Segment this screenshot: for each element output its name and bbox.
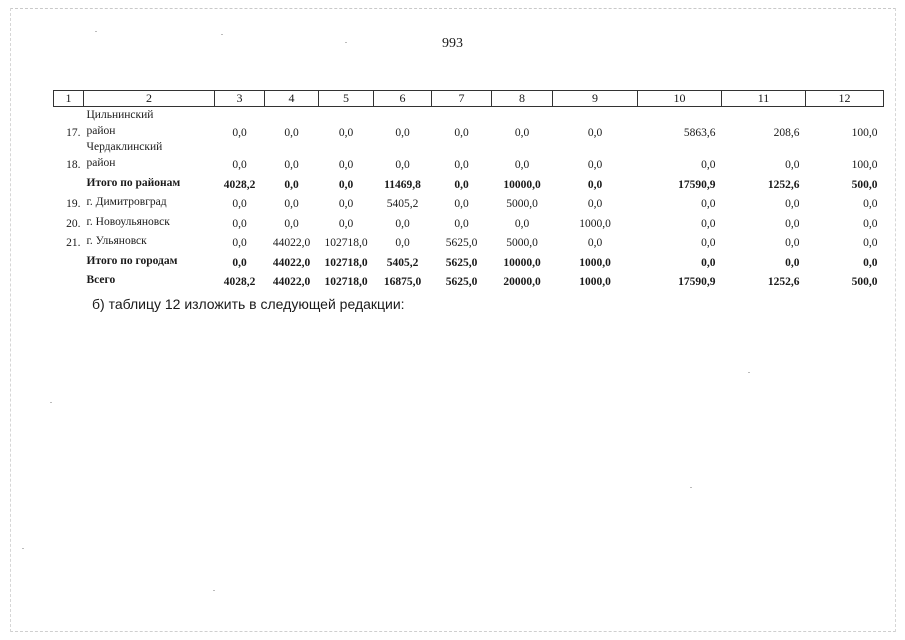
value-cell-col-10: 0,0 [701,237,716,249]
value-cell-col-3: 4028,2 [223,178,256,191]
value-cell-col-4: 0,0 [284,198,299,210]
value-cell-col-3: 0,0 [232,159,247,171]
value-cell-col-12: 100,0 [851,159,878,171]
value-cell-col-8: 0,0 [514,159,530,171]
value-cell-col-4: 0,0 [284,127,299,139]
row-name [84,269,215,289]
value-cell-col-7: 5625,0 [445,276,478,288]
value-cell-col-12: 0,0 [863,256,878,269]
value-cell-col-12: 0,0 [863,237,878,249]
value-cell-col-12: 500,0 [851,276,878,288]
row-name-line: г. Ульяновск [86,235,147,247]
value-cell-col-8: 20000,0 [503,276,541,288]
value-cell-col-9: 0,0 [587,178,603,191]
table-row [54,139,884,171]
header-cell-8: 8 [492,91,553,107]
row-number [54,171,84,191]
value-cell-col-4: 0,0 [284,159,299,171]
value-cell-col-7: 0,0 [454,217,469,230]
row-name-line: Цильнинский [86,109,154,121]
value-cell-col-10: 5863,6 [683,127,716,139]
value-cell-col-3: 0,0 [232,237,247,249]
value-cell-col-6: 0,0 [395,127,410,139]
value-cell-col-9: 1000,0 [579,217,611,230]
value-cell-col-8: 0,0 [514,217,530,230]
row-name-line: Всего [86,274,116,286]
value-cell-col-11: 0,0 [785,237,800,249]
value-cell-col-9: 0,0 [587,198,603,210]
value-cell-col-10: 0,0 [701,256,716,269]
value-cell-col-11: 0,0 [785,198,800,210]
value-cell-col-9: 1000,0 [579,276,611,288]
header-cell-11: 11 [722,91,806,107]
value-cell-col-11: 0,0 [785,159,800,171]
value-cell-col-7: 0,0 [454,198,469,210]
table-header-row [54,91,884,107]
value-cell-col-10: 17590,9 [678,178,716,191]
value-cell-col-8: 5000,0 [506,237,538,249]
row-number: 21. [66,237,81,249]
row-name-line: район [86,125,116,137]
row-name-line: район [86,157,116,169]
header-cell-12: 12 [806,91,884,107]
value-cell-col-8: 10000,0 [503,178,541,191]
row-number: 17. [66,127,81,139]
table-row [54,210,884,230]
value-cell-col-5: 0,0 [338,178,354,191]
header-cell-7: 7 [432,91,492,107]
header-cell-3: 3 [215,91,265,107]
table-row [54,249,884,269]
row-name-line: Итого по районам [86,176,181,189]
value-cell-col-6: 16875,0 [383,276,422,288]
row-name [84,139,215,171]
row-name [84,249,215,269]
value-cell-col-9: 0,0 [587,237,603,249]
value-cell-col-11: 1252,6 [767,178,800,191]
table-row [54,171,884,191]
table-body [54,91,884,289]
row-number: 19. [66,198,81,210]
row-name [84,107,215,140]
header-cell-1: 1 [54,91,84,107]
row-name [84,191,215,211]
instruction-text: б) таблицу 12 изложить в следующей редакции: [92,296,405,312]
row-name-line: г. Новоульяновск [86,215,170,228]
value-cell-col-10: 0,0 [701,198,716,210]
value-cell-col-7: 0,0 [454,127,469,139]
value-cell-col-5: 102718,0 [324,237,368,249]
value-cell-col-11: 0,0 [785,217,800,230]
row-name-line: г. Димитровград [86,196,167,208]
value-cell-col-3: 0,0 [232,198,247,210]
value-cell-col-9: 0,0 [587,127,603,139]
page-number: 993 [442,36,463,51]
value-cell-col-6: 0,0 [395,237,410,249]
header-cell-10: 10 [638,91,722,107]
row-name [84,171,215,191]
value-cell-col-3: 0,0 [232,217,247,230]
value-cell-col-10: 0,0 [701,217,716,230]
value-cell-col-3: 4028,2 [223,276,256,288]
value-cell-col-6: 5405,2 [386,256,419,269]
value-cell-col-12: 100,0 [851,127,878,139]
row-number: 20. [66,217,81,230]
table-row [54,269,884,289]
value-cell-col-7: 0,0 [454,178,469,191]
value-cell-col-9: 0,0 [587,159,603,171]
value-cell-col-4: 44022,0 [272,256,311,269]
value-cell-col-5: 0,0 [338,198,354,210]
value-cell-col-8: 5000,0 [506,198,538,210]
value-cell-col-4: 44022,0 [272,276,311,288]
value-cell-col-6: 0,0 [395,217,410,230]
header-cell-2: 2 [84,91,215,107]
value-cell-col-4: 44022,0 [272,237,311,249]
value-cell-col-5: 0,0 [338,127,354,139]
header-cell-6: 6 [374,91,432,107]
value-cell-col-6: 5405,2 [386,198,419,210]
header-cell-9: 9 [553,91,638,107]
value-cell-col-5: 102718,0 [324,276,368,288]
value-cell-col-9: 1000,0 [579,256,611,269]
value-cell-col-3: 0,0 [232,256,247,269]
row-name [84,230,215,250]
value-cell-col-6: 11469,8 [384,178,421,191]
value-cell-col-5: 0,0 [338,217,354,230]
value-cell-col-12: 0,0 [863,217,878,230]
value-cell-col-5: 0,0 [338,159,354,171]
value-cell-col-10: 17590,9 [678,276,716,288]
value-cell-col-11: 0,0 [785,256,800,269]
value-cell-col-11: 208,6 [773,127,800,139]
value-cell-col-10: 0,0 [701,159,716,171]
value-cell-col-11: 1252,6 [767,276,800,288]
value-cell-col-4: 0,0 [284,178,299,191]
row-number [54,269,84,289]
value-cell-col-7: 5625,0 [445,237,478,249]
table-row [54,191,884,211]
value-cell-col-7: 5625,0 [445,256,478,269]
header-cell-4: 4 [265,91,319,107]
row-number [54,249,84,269]
row-name-line: Чердаклинский [86,141,163,153]
row-name [84,210,215,230]
value-cell-col-5: 102718,0 [324,256,368,269]
value-cell-col-6: 0,0 [395,159,410,171]
value-cell-col-8: 10000,0 [503,256,541,269]
value-cell-col-7: 0,0 [454,159,469,171]
row-name-line: Итого по городам [86,254,178,267]
row-number: 18. [66,159,81,171]
value-cell-col-4: 0,0 [284,217,299,230]
value-cell-col-8: 0,0 [514,127,530,139]
data-table [53,90,884,288]
value-cell-col-12: 500,0 [851,178,878,191]
value-cell-col-12: 0,0 [863,198,878,210]
table-row [54,230,884,250]
table-row [54,107,884,140]
value-cell-col-3: 0,0 [232,127,247,139]
header-cell-5: 5 [319,91,374,107]
